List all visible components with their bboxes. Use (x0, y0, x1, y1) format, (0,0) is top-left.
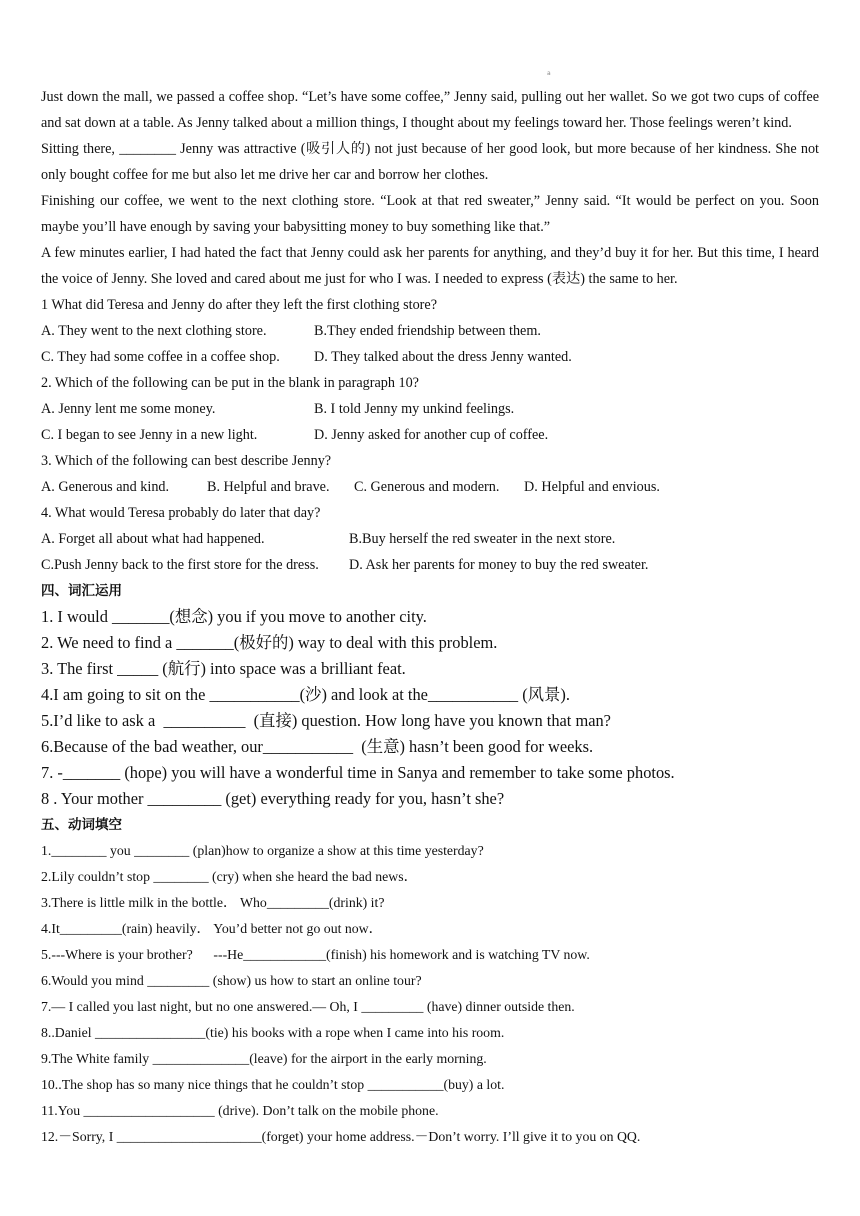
option-b: B.They ended friendship between them. (314, 323, 541, 339)
options-row (41, 474, 819, 500)
vocab-item: 3. The first _____ (航行) into space was a brilliant feat. (41, 659, 406, 678)
option-a: A. Generous and kind. (41, 479, 170, 495)
worksheet-page (41, 84, 819, 1150)
options-row (41, 552, 819, 578)
passage-paragraph-1: Just down the mall, we passed a coffee shop. “Let’s have some coffee,” Jenny said, pulling out her wallet. So we got two cups of coffee and sat down at a table. As Jenny talked about a million things, I thought about my feelings toward her. Those feelings weren’t kind. (41, 89, 819, 131)
option-d: D. Jenny asked for another cup of coffee. (314, 427, 549, 443)
section-title: 五、动词填空 (41, 817, 122, 833)
vocab-item: 7. -_______ (hope) you will have a wonderful time in Sanya and remember to take some photos. (41, 763, 675, 782)
verb-item: 10..The shop has so many nice things that he couldn’t stop ___________(buy) a lot. (41, 1077, 505, 1092)
question-4 (41, 500, 819, 578)
option-c: C. They had some coffee in a coffee shop. (41, 349, 280, 365)
section-title: 四、词汇运用 (41, 583, 122, 599)
question-3 (41, 448, 819, 500)
verb-item: 9.The White family ______________(leave) for the airport in the early morning. (41, 1051, 487, 1066)
question-1 (41, 292, 819, 370)
option-b: B.Buy herself the red sweater in the next store. (349, 531, 616, 547)
options-row (41, 422, 819, 448)
question-stem: 1 What did Teresa and Jenny do after they left the first clothing store? (41, 297, 438, 313)
verb-item: 6.Would you mind _________ (show) us how to start an online tour? (41, 973, 422, 988)
verb-item: 8..Daniel ________________(tie) his books with a rope when I came into his room. (41, 1025, 505, 1040)
option-c: C. Generous and modern. (354, 479, 500, 495)
option-c: C.Push Jenny back to the first store for the dress. (41, 557, 319, 573)
option-b: B. Helpful and brave. (207, 479, 330, 495)
option-b: B. I told Jenny my unkind feelings. (314, 401, 515, 417)
option-c: C. I began to see Jenny in a new light. (41, 427, 258, 443)
vocab-item: 4.I am going to sit on the ___________(沙) and look at the___________ (风景). (41, 685, 570, 704)
question-stem: 4. What would Teresa probably do later that day? (41, 505, 321, 521)
options-row (41, 318, 819, 344)
verb-item: 7.— I called you last night, but no one answered.— Oh, I _________ (have) dinner outside then. (41, 999, 575, 1014)
vocab-item: 8 . Your mother _________ (get) everything ready for you, hasn’t she? (41, 789, 505, 808)
passage-paragraph-2: Sitting there, ________ Jenny was attractive (吸引人的) not just because of her good look, but more because of her kindness. She not only bought coffee for me but also let me drive her car and borrow her clothes. (41, 141, 819, 183)
option-a: A. Forget all about what had happened. (41, 531, 265, 547)
option-d: D. They talked about the dress Jenny wanted. (314, 349, 572, 365)
vocab-item: 2. We need to find a _______(极好的) way to deal with this problem. (41, 633, 498, 652)
option-d: D. Helpful and envious. (524, 479, 660, 495)
verb-fill-section (41, 812, 819, 1150)
option-a: A. Jenny lent me some money. (41, 401, 216, 417)
options-row (41, 396, 819, 422)
vocab-item: 1. I would _______(想念) you if you move to another city. (41, 607, 427, 626)
vocab-item: 5.I’d like to ask a __________ (直接) question. How long have you known that man? (41, 711, 611, 730)
option-a: A. They went to the next clothing store. (41, 323, 267, 339)
reading-passage (41, 84, 819, 292)
passage-paragraph-4: A few minutes earlier, I had hated the fact that Jenny could ask her parents for anything, and they’d buy it for her. But this time, I heard the voice of Jenny. She loved and cared about me just for who I was. I needed to express (表达) the same to her. (41, 245, 819, 287)
verb-item: 11.You ___________________ (drive). Don’t talk on the mobile phone. (41, 1103, 439, 1118)
options-row (41, 526, 819, 552)
options-row (41, 344, 819, 370)
verb-item: 4.It_________(rain) heavily． You’d better not go out now． (41, 921, 383, 936)
passage-paragraph-3: Finishing our coffee, we went to the next clothing store. “Look at that red sweater,” Jenny said. “It would be perfect on you. Soon maybe you’ll have enough by saving your babysitting money to buy something like that.” (41, 193, 819, 235)
option-d: D. Ask her parents for money to buy the red sweater. (349, 557, 649, 573)
question-2 (41, 370, 819, 448)
question-stem: 2. Which of the following can be put in the blank in paragraph 10? (41, 375, 419, 391)
verb-item: 2.Lily couldn’t stop ________ (cry) when she heard the bad news． (41, 869, 418, 884)
verb-item: 12.－Sorry, I _____________________(forget) your home address.－Don’t worry. I’ll give it to you on QQ. (41, 1129, 641, 1144)
top-scan-mark: a (547, 70, 551, 77)
verb-item: 5.---Where is your brother? ---He____________(finish) his homework and is watching TV now. (41, 947, 590, 962)
verb-item: 1.________ you ________ (plan)how to organize a show at this time yesterday? (41, 843, 484, 858)
question-stem: 3. Which of the following can best describe Jenny? (41, 453, 332, 469)
verb-item: 3.There is little milk in the bottle． Who_________(drink) it? (41, 895, 385, 910)
vocabulary-section (41, 578, 819, 812)
vocab-item: 6.Because of the bad weather, our___________ (生意) hasn’t been good for weeks. (41, 737, 594, 756)
